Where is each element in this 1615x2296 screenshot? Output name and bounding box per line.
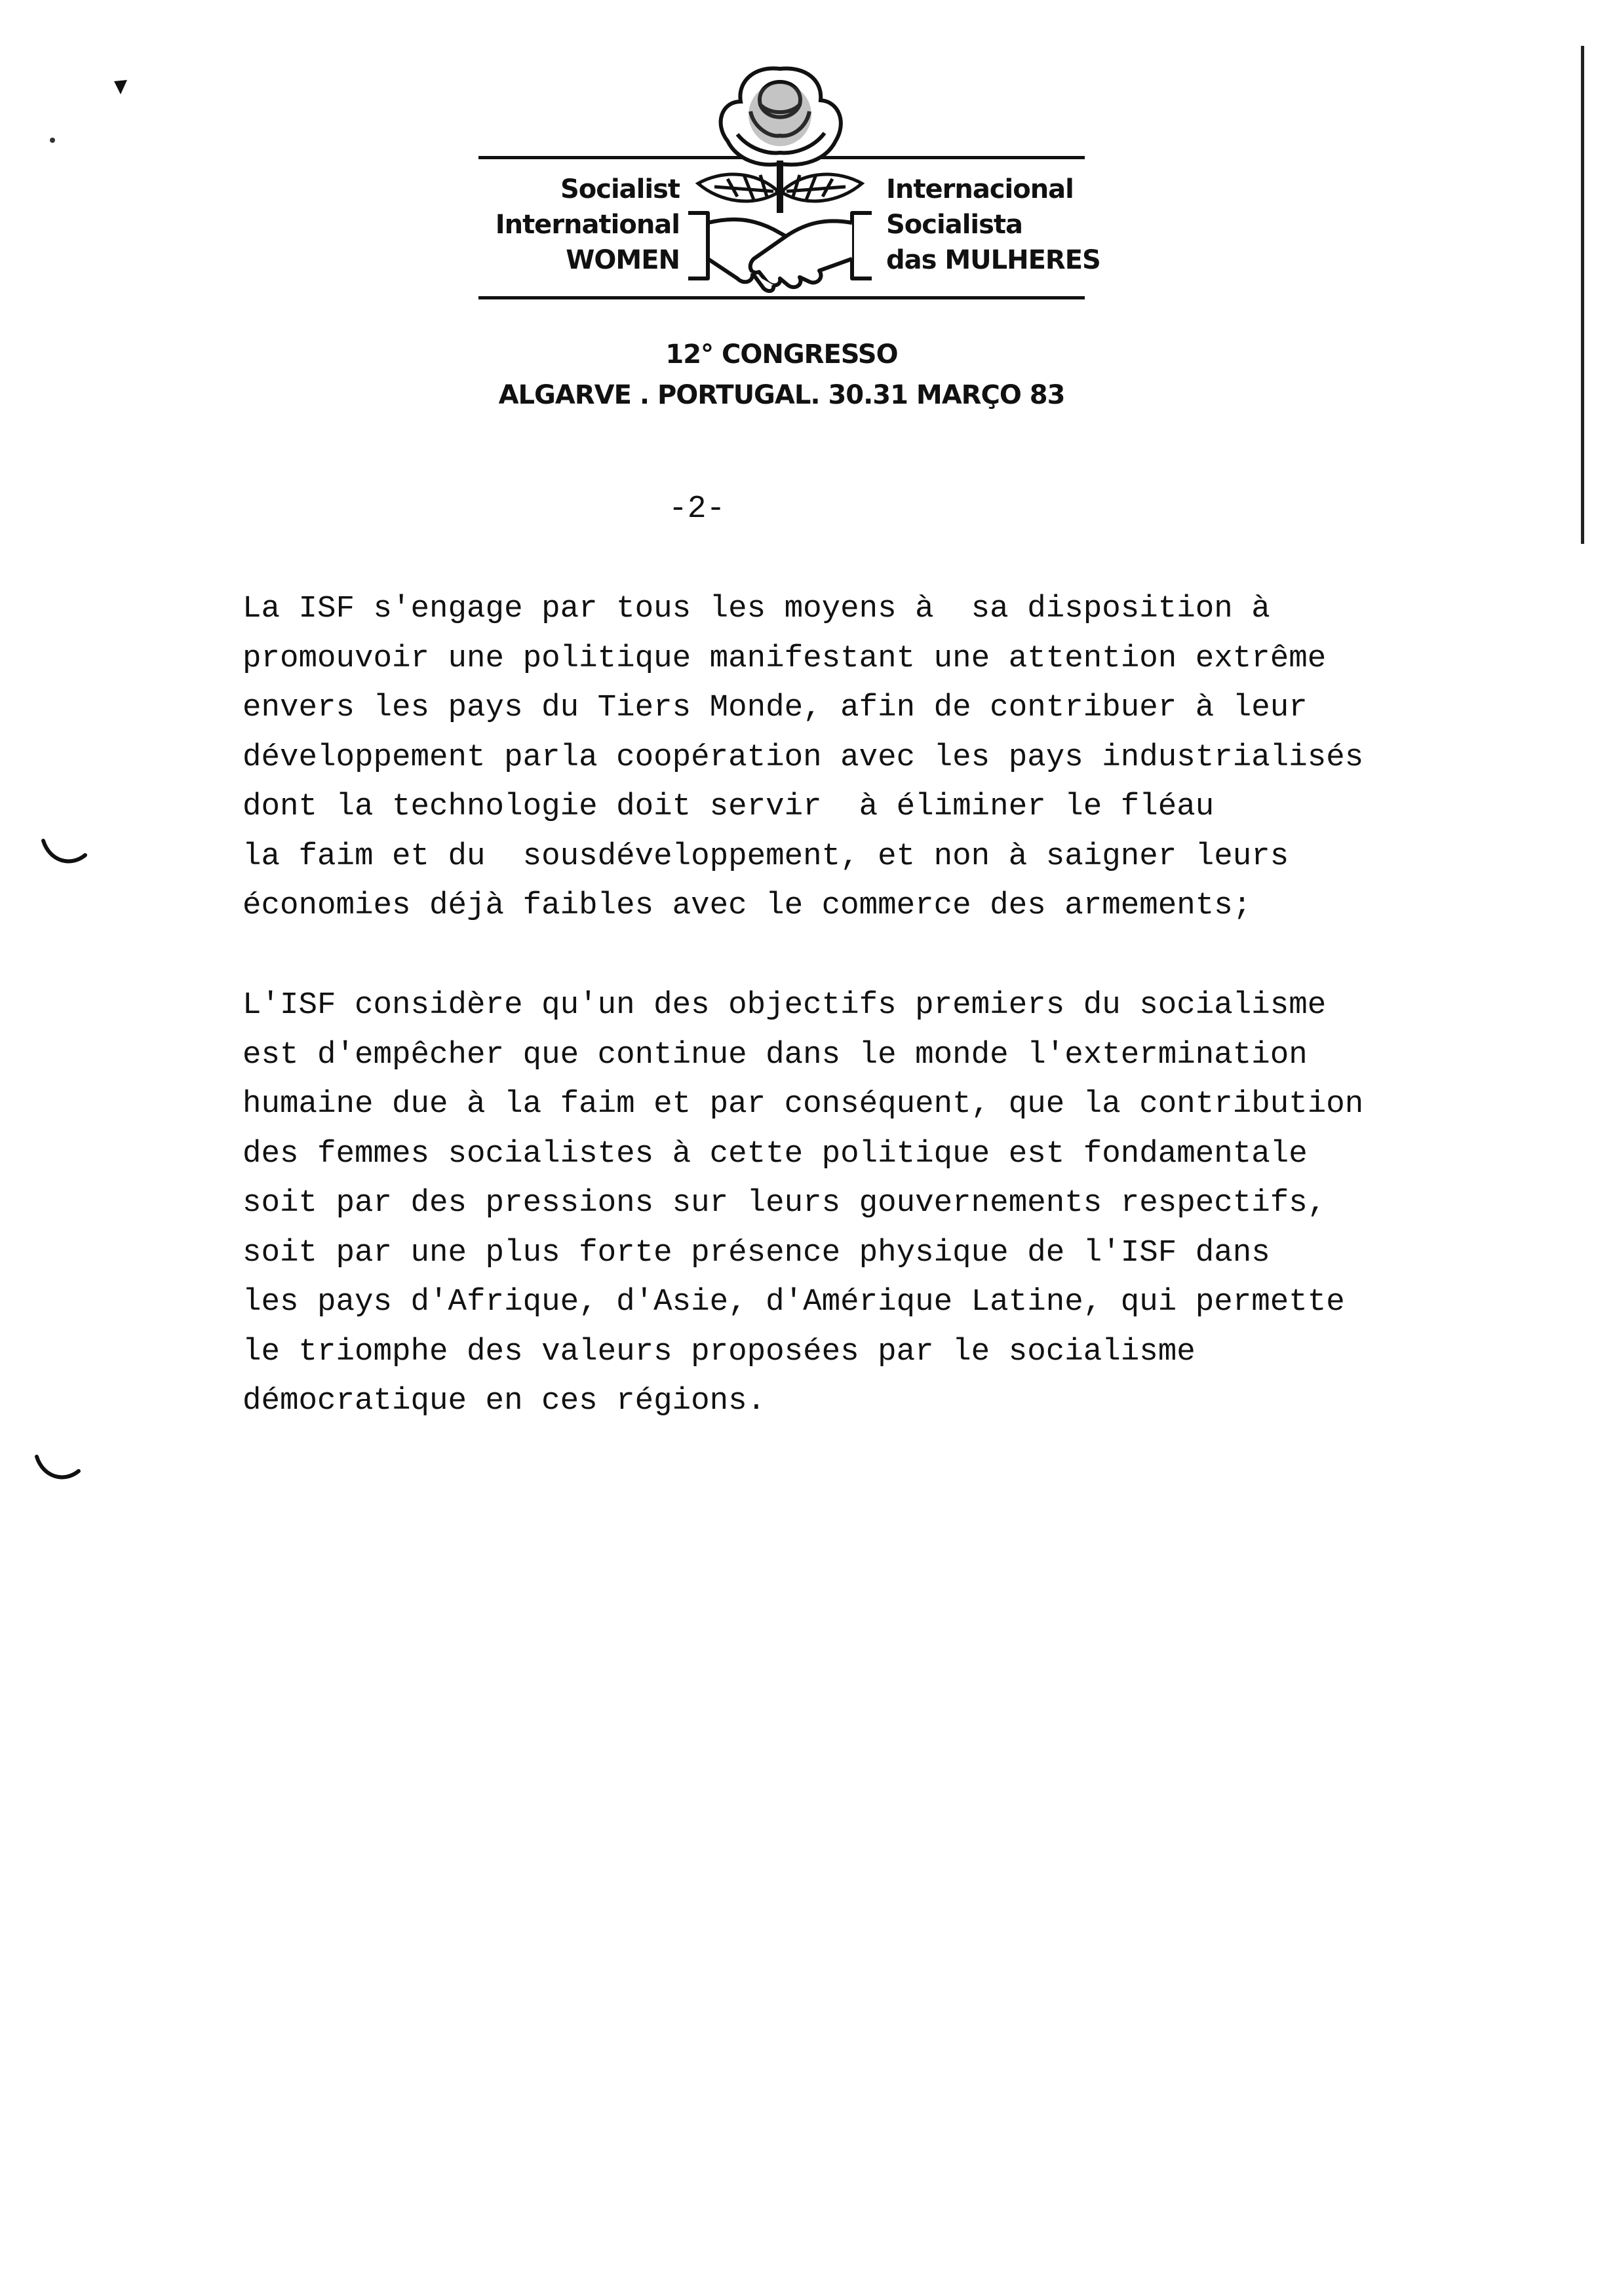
paragraph-line: dont la technologie doit servir à éliminer le fléau <box>243 789 1215 824</box>
paragraph-line: économies déjà faibles avec le commerce des armements; <box>243 888 1252 923</box>
org-name-english-line-3: WOMEN <box>566 245 680 275</box>
congress-heading <box>478 334 1085 415</box>
congress-location-date: ALGARVE . PORTUGAL. 30.31 MARÇO 83 <box>498 380 1065 410</box>
paragraph-line: des femmes socialistes à cette politique est fondamentale <box>243 1136 1308 1172</box>
paragraph-line: développement parla coopération avec les pays industrialisés <box>243 739 1364 775</box>
rose-handshake-logo-icon <box>675 62 885 318</box>
punch-hole-mark <box>31 1451 84 1491</box>
paragraph-line: promouvoir une politique manifestant une attention extrême <box>243 640 1327 676</box>
paragraph-line: soit par des pressions sur leurs gouvernements respectifs, <box>243 1185 1327 1221</box>
congress-title: 12° CONGRESSO <box>665 339 898 370</box>
org-name-english-line-2: International <box>495 210 680 240</box>
paragraph-line: L'ISF considère qu'un des objectifs premiers du socialisme <box>243 987 1327 1023</box>
org-name-english-line-1: Socialist <box>560 174 680 204</box>
paragraph-2 <box>243 981 1363 1426</box>
paragraph-line: humaine due à la faim et par conséquent, que la contribution <box>243 1086 1364 1122</box>
punch-hole-mark <box>38 835 90 875</box>
paragraph-line: envers les pays du Tiers Monde, afin de contribuer à leur <box>243 690 1308 725</box>
paragraph-line: soit par une plus forte présence physique de l'ISF dans <box>243 1234 1270 1271</box>
paragraph-1 <box>243 584 1363 931</box>
org-name-portuguese-line-3: das MULHERES <box>886 245 1100 275</box>
paragraph-line: La ISF s'engage par tous les moyens à sa disposition à <box>243 591 1270 626</box>
org-name-portuguese <box>886 172 1135 278</box>
paragraph-line: les pays d'Afrique, d'Asie, d'Amérique Latine, qui permette <box>243 1284 1345 1320</box>
org-name-portuguese-line-1: Internacional <box>886 174 1074 204</box>
scan-speck-mark <box>49 136 56 144</box>
scan-speck-mark <box>111 77 131 97</box>
paragraph-line: est d'empêcher que continue dans le monde l'extermination <box>243 1037 1308 1073</box>
org-name-portuguese-line-2: Socialista <box>886 210 1023 240</box>
org-name-english <box>444 172 680 278</box>
scan-edge-line <box>1581 46 1584 544</box>
paragraph-line: démocratique en ces régions. <box>243 1383 766 1419</box>
page-number: -2- <box>669 491 726 527</box>
paragraph-line: la faim et du sousdéveloppement, et non à saigner leurs <box>243 838 1289 874</box>
paragraph-line: le triomphe des valeurs proposées par le socialisme <box>243 1333 1196 1369</box>
